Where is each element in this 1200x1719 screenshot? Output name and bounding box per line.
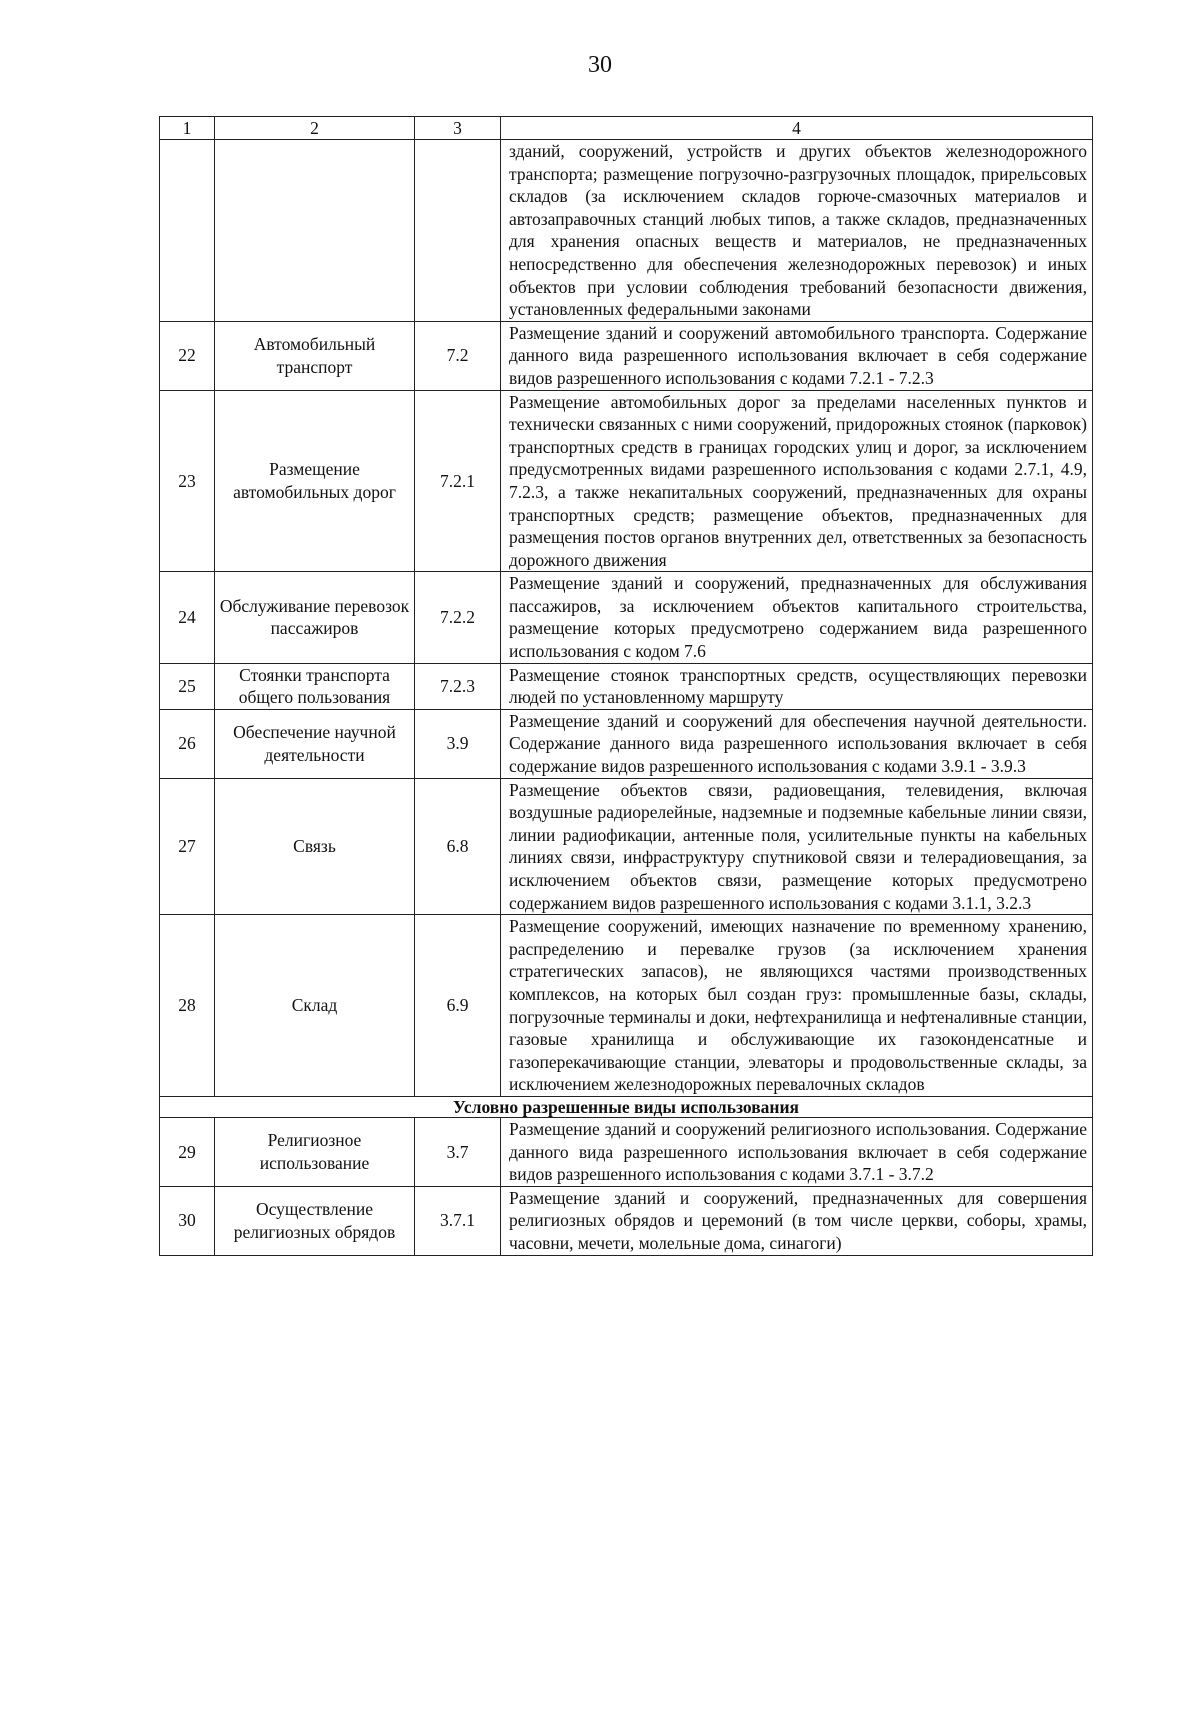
table-row <box>160 915 1093 1097</box>
table-header-row <box>160 117 1093 140</box>
row-description-text: Размещение зданий и сооружений, предназначенных для совершения религиозных обрядов и церемоний (в том числе церкви, соборы, храмы, часовни, мечети, молельные дома, синагоги) <box>509 1187 1087 1253</box>
row-description <box>501 915 1093 1097</box>
row-description-text: Размещение сооружений, имеющих назначение по временному хранению, распределению и перевалке грузов (за исключением хранения стратегических запасов), не являющихся частями производственных комплексов, на которых был создан груз: промышленные базы, склады, погрузочные терминалы и доки, нефтехранилища и нефтеналивные станции, газовые хранилища и обслуживающие их газоконденсатные и газоперекачивающие станции, элеваторы и продовольственные склады, за исключением железнодорожных перевалочных складов <box>509 916 1087 1095</box>
land-use-table <box>159 116 1093 1256</box>
row-code: 7.2.3 <box>415 663 501 709</box>
row-code: 3.9 <box>415 709 501 778</box>
row-description <box>501 1117 1093 1186</box>
header-col-2: 2 <box>215 117 415 140</box>
header-col-4: 4 <box>501 117 1093 140</box>
row-description-text: Размещение автомобильных дорог за пределами населенных пунктов и технически связанных с ними сооружений, придорожных стоянок (парковок) транспортных средств в границах городских улиц и дорог, за исключением предусмотренных видами разрешенного использования с кодами 2.7.1, 4.9, 7.2.3, а также некапитальных сооружений, предназначенных для охраны транспортных средств; размещение объектов, предназначенных для размещения постов органов внутренних дел, ответственных за безопасность дорожного движения <box>509 391 1087 570</box>
row-name: Осуществление религиозных обрядов <box>215 1186 415 1255</box>
row-number: 28 <box>160 915 215 1097</box>
table-row <box>160 778 1093 915</box>
header-col-1: 1 <box>160 117 215 140</box>
row-name: Обеспечение научной деятельности <box>215 709 415 778</box>
row-description-text: зданий, сооружений, устройств и других объектов железнодорожного транспорта; размещение погрузочно-разгрузочных площадок, прирельсовых складов (за исключением складов горюче-смазочных материалов и автозаправочных станций любых типов, а также складов, предназначенных для хранения опасных веществ и материалов, не предназначенных непосредственно для обеспечения железнодорожных перевозок) и иных объектов при условии соблюдения требований безопасности движения, установленных федеральными законами <box>509 141 1087 320</box>
section-title: Условно разрешенные виды использования <box>160 1096 1093 1117</box>
row-number: 24 <box>160 572 215 663</box>
table-row <box>160 663 1093 709</box>
row-description <box>501 572 1093 663</box>
row-description-text: Размещение зданий и сооружений для обеспечения научной деятельности. Содержание данного вида разрешенного использования включает в себя содержание видов разрешенного использования с кодами 3.9.1 - 3.9.3 <box>509 710 1087 777</box>
row-description-text: Размещение зданий и сооружений, предназначенных для обслуживания пассажиров, за исключением объектов капитального строительства, размещение которых предусмотрено содержанием вида разрешенного использования с кодом 7.6 <box>509 573 1087 662</box>
row-name <box>215 140 415 322</box>
row-code: 7.2.1 <box>415 390 501 572</box>
row-description-text: Размещение объектов связи, радиовещания, телевидения, включая воздушные радиорелейные, надземные и подземные кабельные линии связи, линии радиофикации, антенные поля, усилительные пункты на кабельных линиях связи, инфраструктуру спутниковой связи и телерадиовещания, за исключением объектов связи, размещение которых предусмотрено содержанием видов разрешенного использования с кодами 3.1.1, 3.2.3 <box>509 779 1087 913</box>
row-name: Религиозное использование <box>215 1117 415 1186</box>
section-header-row <box>160 1096 1093 1117</box>
table-row <box>160 709 1093 778</box>
row-code: 3.7.1 <box>415 1186 501 1255</box>
row-name: Стоянки транспорта общего пользования <box>215 663 415 709</box>
row-number: 22 <box>160 321 215 390</box>
row-number: 26 <box>160 709 215 778</box>
row-description-text: Размещение зданий и сооружений религиозного использования. Содержание данного вида разрешенного использования включает в себя содержание видов разрешенного использования с кодами 3.7.1 - 3.7.2 <box>509 1118 1087 1185</box>
row-description <box>501 390 1093 572</box>
row-description <box>501 663 1093 709</box>
row-code <box>415 140 501 322</box>
row-description-text: Размещение стоянок транспортных средств, осуществляющих перевозки людей по установленному маршруту <box>509 664 1087 708</box>
row-description-text: Размещение зданий и сооружений автомобильного транспорта. Содержание данного вида разрешенного использования включает в себя содержание видов разрешенного использования с кодами 7.2.1 - 7.2.3 <box>509 322 1087 388</box>
row-description <box>501 709 1093 778</box>
row-code: 3.7 <box>415 1117 501 1186</box>
row-code: 7.2 <box>415 321 501 390</box>
row-name: Склад <box>215 915 415 1097</box>
row-name: Связь <box>215 778 415 915</box>
row-code: 7.2.2 <box>415 572 501 663</box>
row-name: Обслуживание перевозок пассажиров <box>215 572 415 663</box>
page-number: 30 <box>588 52 612 78</box>
table-body <box>160 117 1093 1256</box>
row-number: 23 <box>160 390 215 572</box>
table-row <box>160 1117 1093 1186</box>
row-number: 29 <box>160 1117 215 1186</box>
table-row <box>160 1186 1093 1255</box>
table-row <box>160 321 1093 390</box>
header-col-3: 3 <box>415 117 501 140</box>
table-row <box>160 390 1093 572</box>
row-description <box>501 778 1093 915</box>
row-number <box>160 140 215 322</box>
row-code: 6.8 <box>415 778 501 915</box>
row-number: 30 <box>160 1186 215 1255</box>
row-number: 27 <box>160 778 215 915</box>
row-name: Размещение автомобильных дорог <box>215 390 415 572</box>
row-description <box>501 1186 1093 1255</box>
row-code: 6.9 <box>415 915 501 1097</box>
row-name: Автомобильный транспорт <box>215 321 415 390</box>
row-description <box>501 140 1093 322</box>
row-description <box>501 321 1093 390</box>
table-row <box>160 572 1093 663</box>
table-row <box>160 140 1093 322</box>
row-number: 25 <box>160 663 215 709</box>
